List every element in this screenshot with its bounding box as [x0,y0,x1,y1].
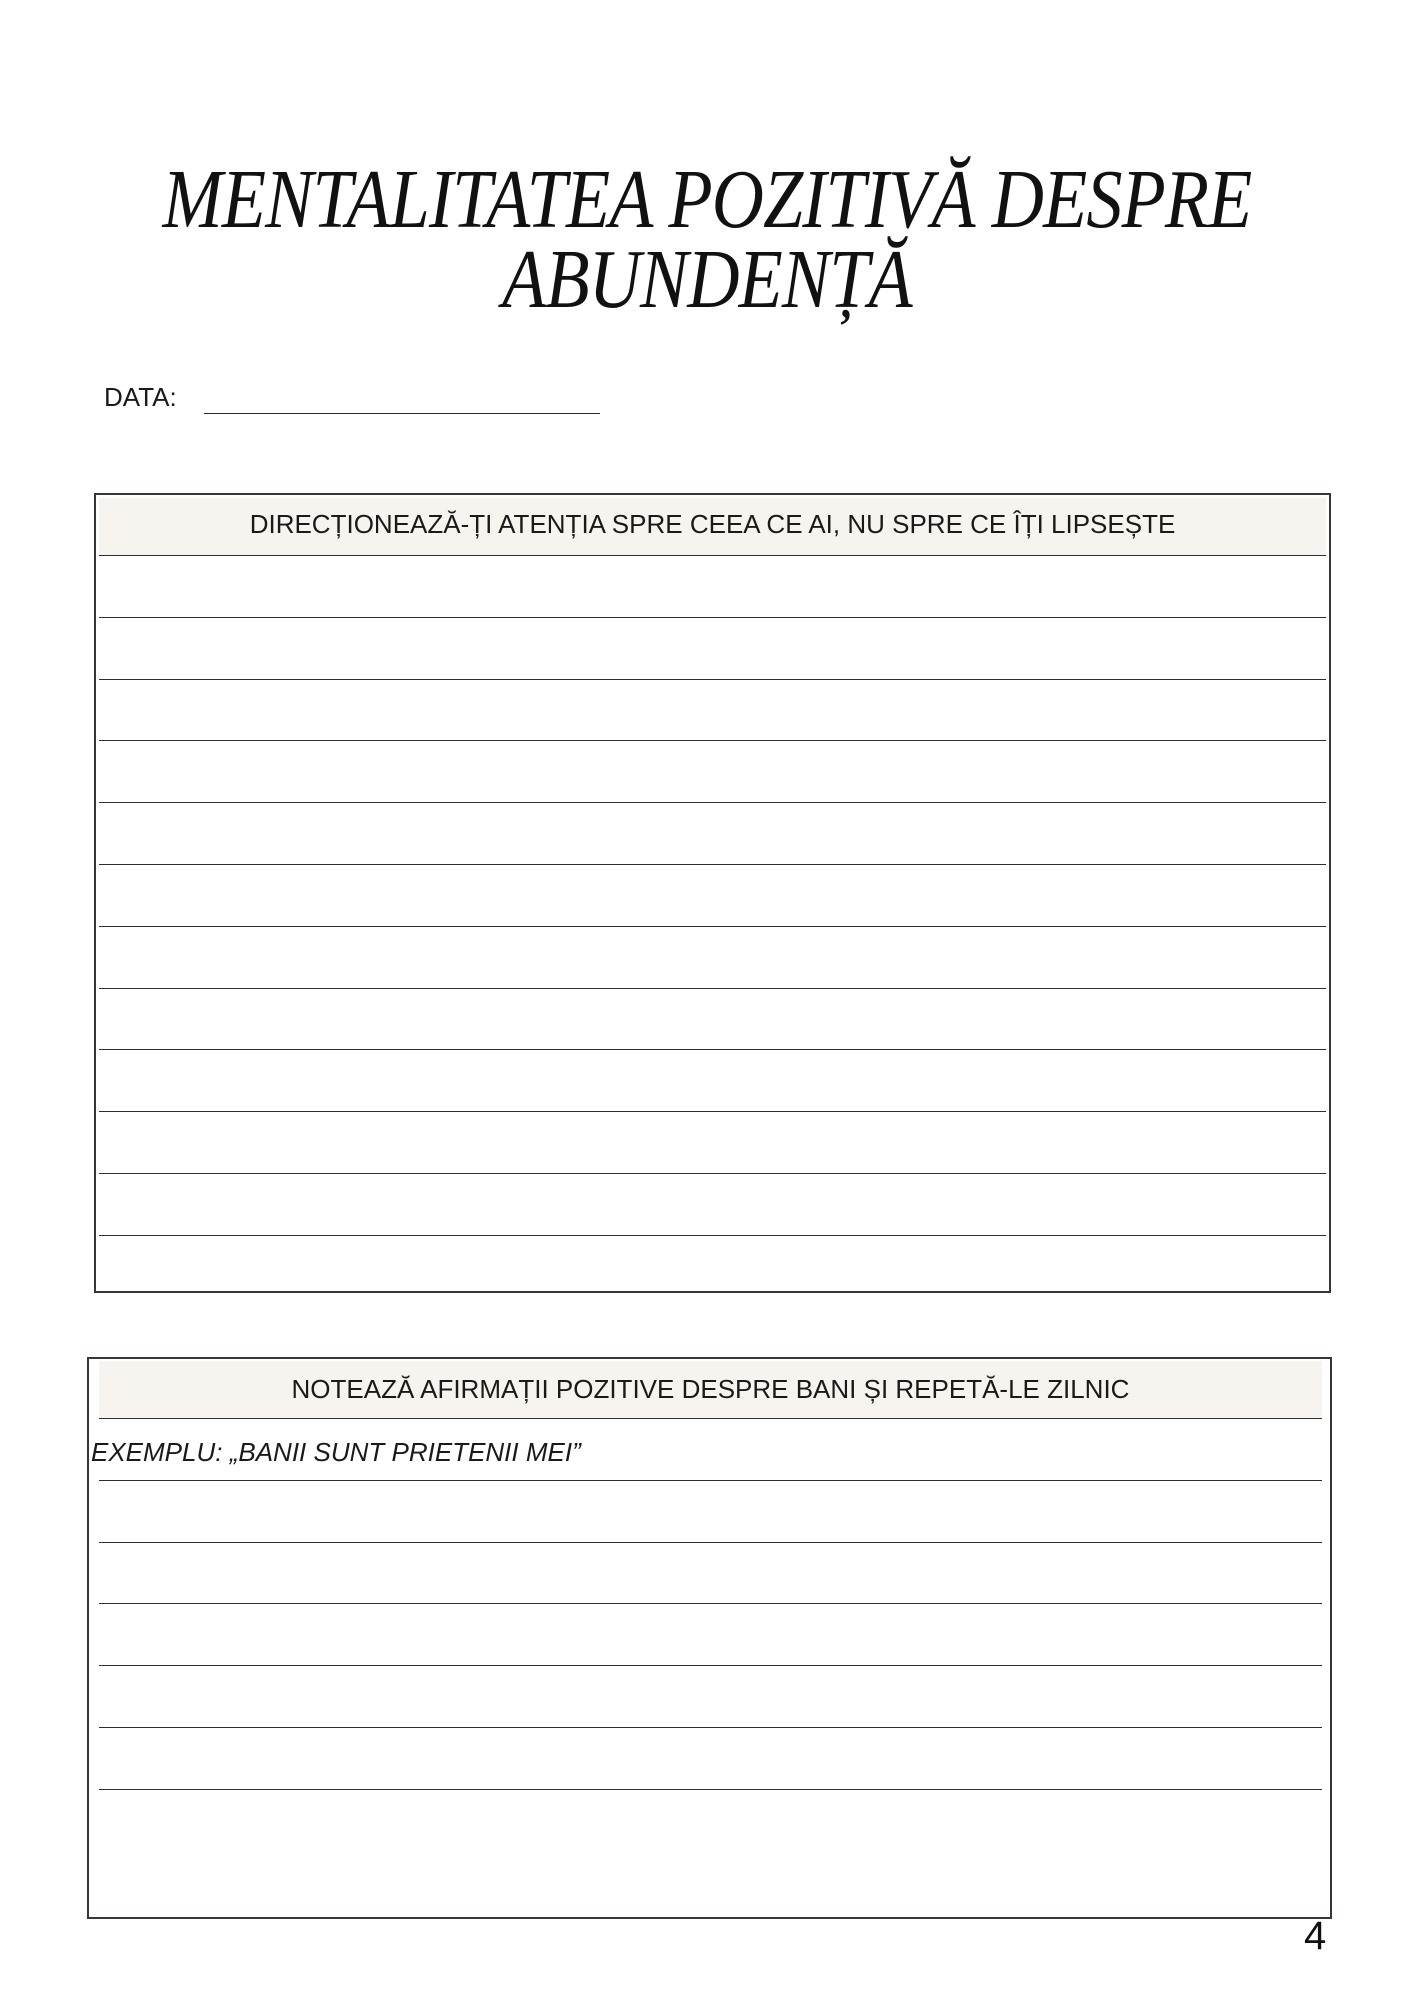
writing-line [99,1418,1322,1419]
writing-line [99,1789,1322,1790]
writing-line [99,1665,1322,1666]
writing-line [99,1235,1326,1236]
writing-line [99,926,1326,927]
page-number: 4 [1304,1914,1327,1958]
page-title-line-1: MENTALITATEA POZITIVĂ DESPRE [162,153,1252,247]
writing-line [99,1542,1322,1543]
writing-line [99,1049,1326,1050]
affirmations-panel-header-text: NOTEAZĂ AFIRMAȚII POZITIVE DESPRE BANI ȘI REPETĂ-LE ZILNIC [291,1374,1130,1404]
affirmations-panel-header [99,1361,1322,1418]
writing-line [99,864,1326,865]
affirmation-example: EXEMPLU: „BANII SUNT PRIETENII MEI” [91,1437,581,1467]
writing-line [99,1111,1326,1112]
date-label: DATA: [104,382,177,412]
writing-line [99,555,1326,556]
writing-line [99,1603,1322,1604]
date-input-line[interactable] [204,413,600,414]
gratitude-panel-header [99,498,1326,555]
writing-line [99,740,1326,741]
writing-line [99,617,1326,618]
writing-line [99,1480,1322,1481]
page-title [99,153,1315,327]
writing-line [99,679,1326,680]
writing-line [99,1727,1322,1728]
writing-line [99,988,1326,989]
gratitude-panel-header-text: DIRECȚIONEAZĂ-ȚI ATENȚIA SPRE CEEA CE AI, NU SPRE CE ÎȚI LIPSEȘTE [249,509,1176,539]
writing-line [99,1173,1326,1174]
writing-line [99,802,1326,803]
page-title-line-2: ABUNDENȚĂ [502,233,912,327]
